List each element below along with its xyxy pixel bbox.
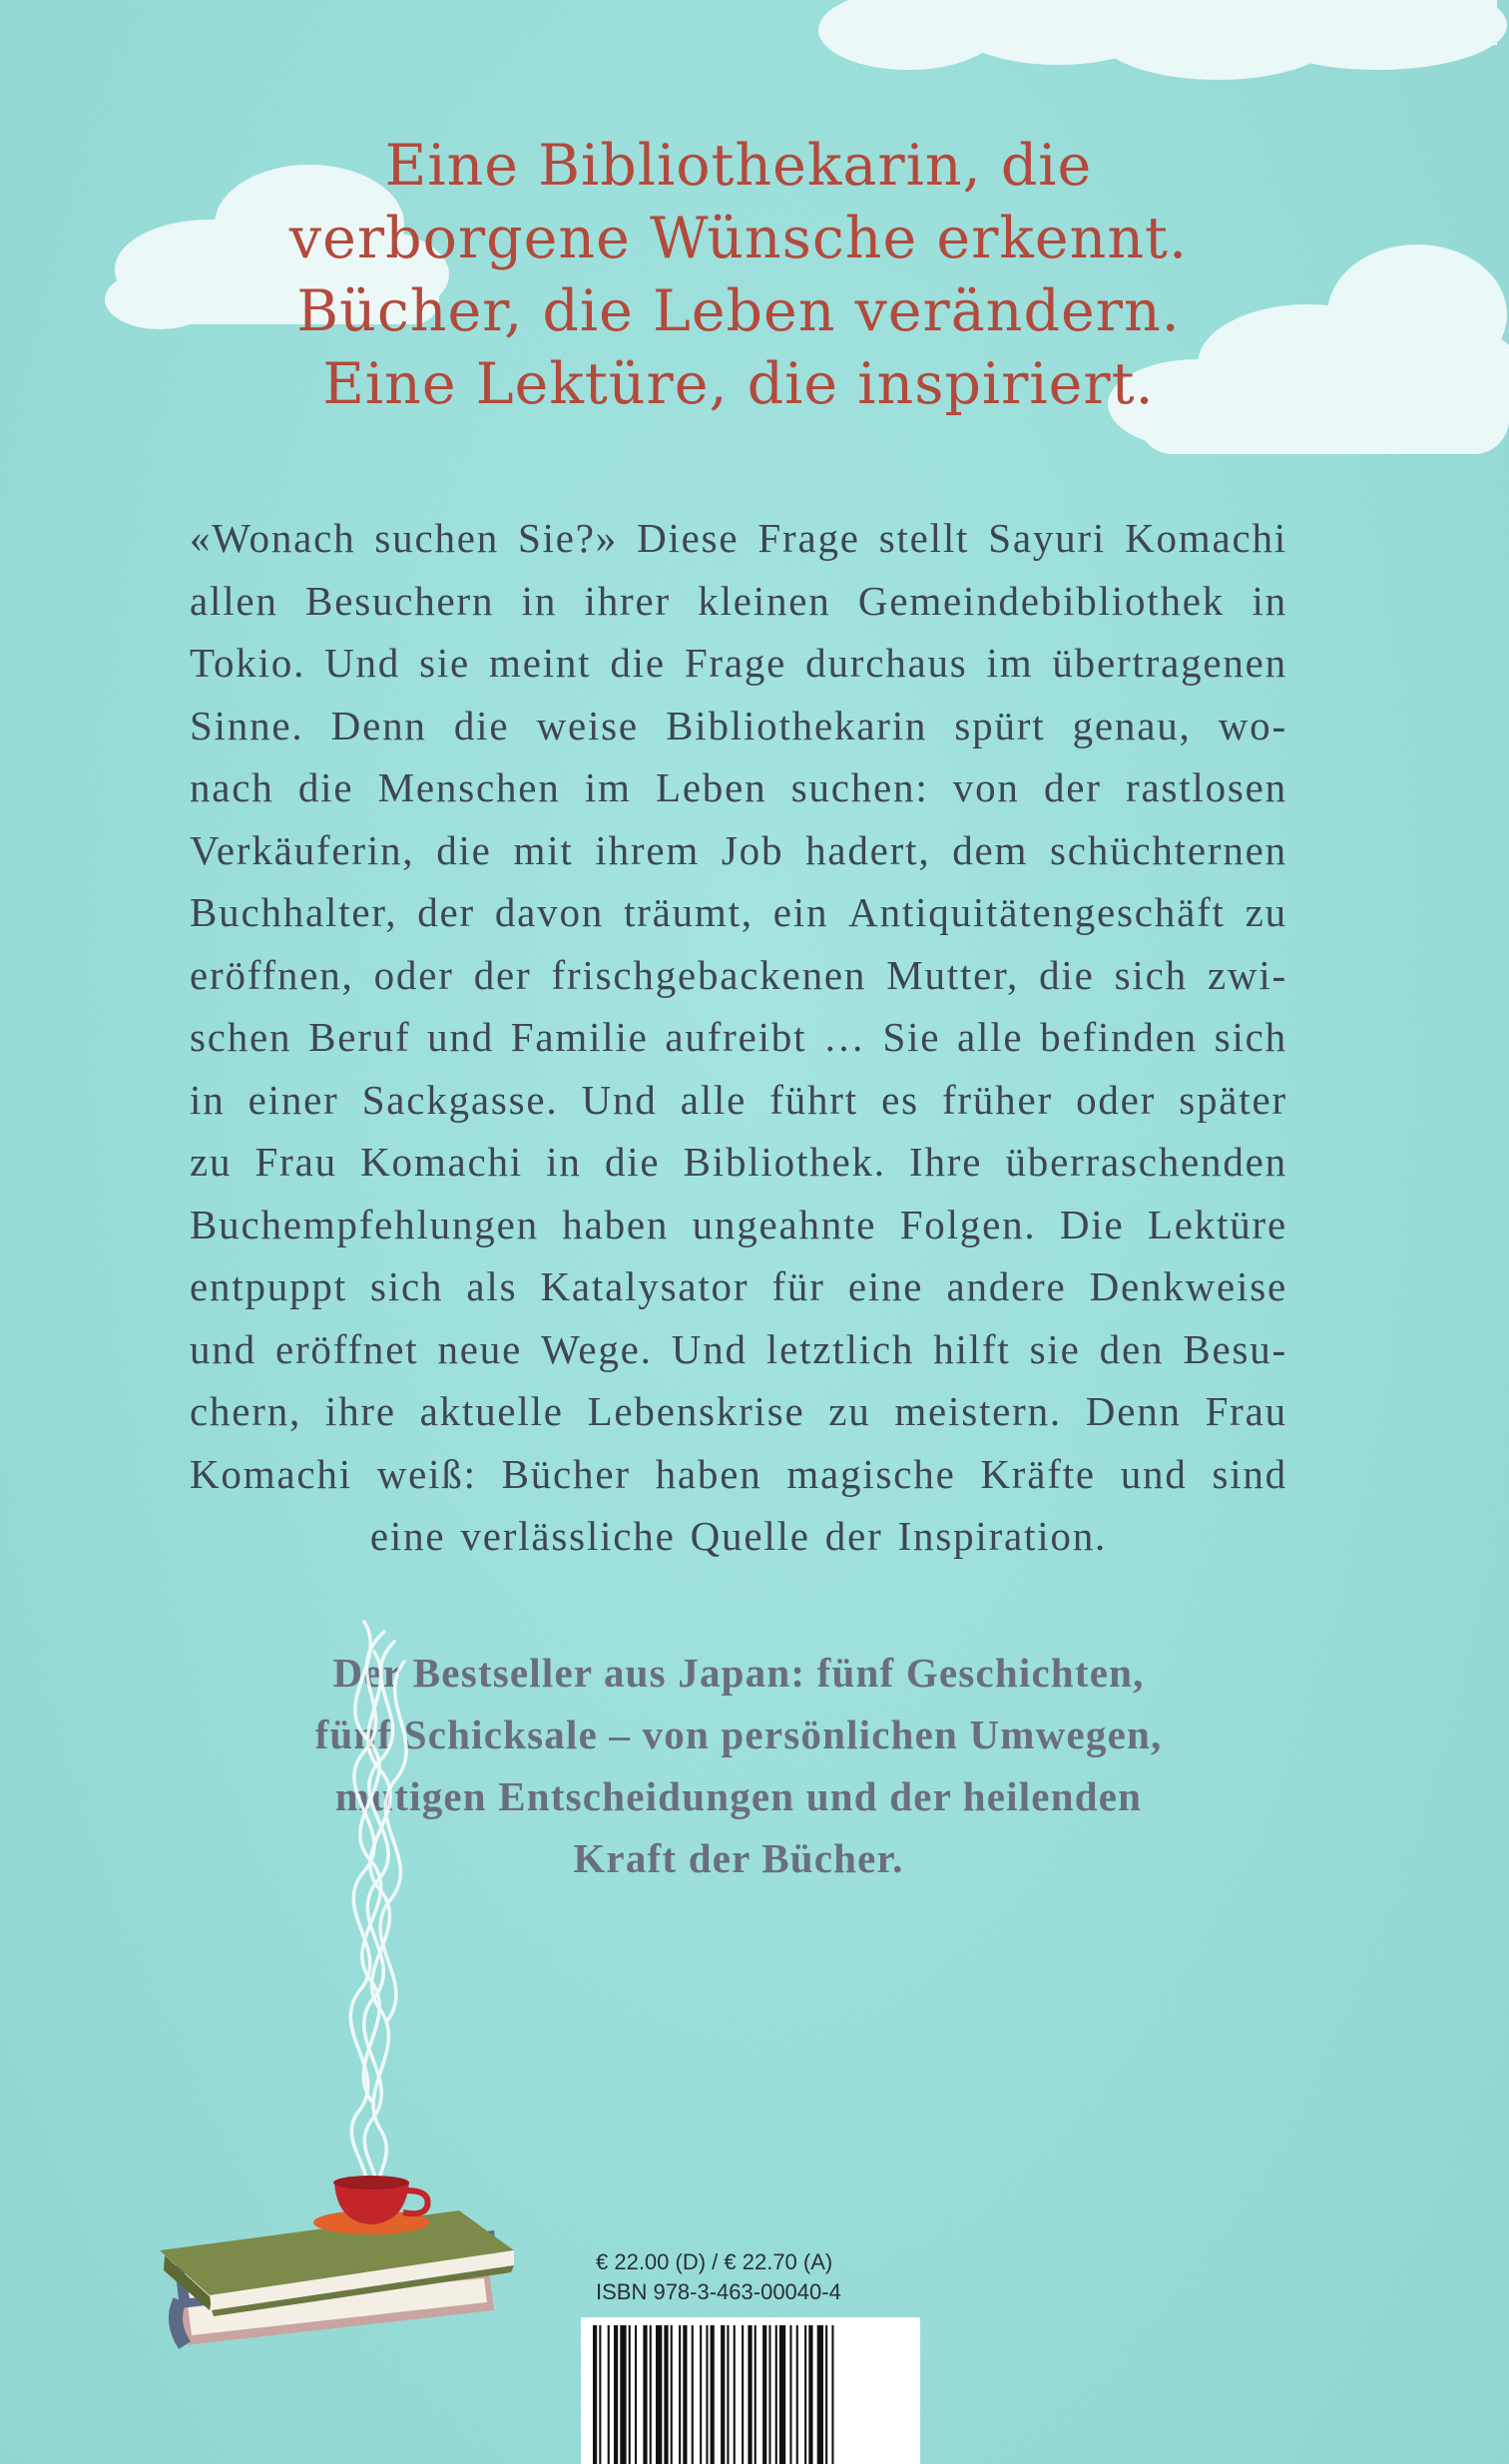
blurb-word: für	[771, 1263, 825, 1309]
blurb-word: letztlich	[765, 1325, 915, 1372]
blurb-word: Frau	[254, 1139, 337, 1185]
blurb-word: aktuelle	[419, 1388, 564, 1434]
barcode-bar	[711, 2325, 715, 2464]
barcode-bar	[754, 2325, 756, 2464]
barcode-bar	[599, 2325, 601, 2464]
barcode-bar	[635, 2325, 637, 2464]
bestseller-line: Der Bestseller aus Japan: fünf Geschichten,	[332, 1650, 1145, 1696]
barcode-bar	[808, 2325, 812, 2464]
blurb-word: sich	[1214, 1014, 1287, 1060]
barcode-bar	[734, 2325, 736, 2464]
blurb-word: hilft	[933, 1325, 1011, 1372]
blurb-word: Sie?»	[518, 515, 619, 561]
blurb-word: Und	[581, 1076, 658, 1123]
barcode-bar	[679, 2325, 681, 2464]
blurb-word: meistern.	[894, 1388, 1062, 1434]
barcode-bar	[825, 2325, 827, 2464]
blurb-word: ungeahnte	[692, 1201, 877, 1247]
blurb-word: schen	[190, 1014, 292, 1060]
blurb-word: Kräfte	[980, 1450, 1096, 1497]
blurb-word: die	[1039, 951, 1095, 998]
bestseller-line: Kraft der Bücher.	[573, 1835, 904, 1881]
blurb-line	[190, 819, 1287, 882]
barcode-icon	[581, 2317, 920, 2464]
blurb-word: mit	[513, 826, 574, 873]
blurb-word: von	[952, 764, 1020, 810]
blurb-word: suchen:	[790, 764, 929, 810]
blurb-word: der	[417, 889, 475, 935]
blurb-word: Antiquitätengeschäft	[848, 889, 1226, 935]
blurb-word: in	[1252, 577, 1287, 624]
blurb-line	[190, 1131, 1287, 1194]
barcode-bar	[796, 2325, 798, 2464]
blurb-word: Sinne.	[190, 702, 304, 748]
blurb-word: die	[297, 764, 354, 810]
blurb-word: Diese	[637, 515, 740, 561]
blurb-line	[190, 1443, 1287, 1506]
price-block	[596, 2247, 841, 2307]
blurb-word: den	[1099, 1325, 1165, 1372]
blurb-word: als	[466, 1263, 518, 1309]
blurb-word: befinden	[1040, 1014, 1198, 1060]
blurb-word: Komachi	[190, 1450, 352, 1497]
blurb-word: weiß:	[376, 1450, 477, 1497]
blurb-word: überraschenden	[1005, 1139, 1287, 1185]
blurb-word: Bibliothek.	[683, 1139, 886, 1185]
blurb-word: und	[1120, 1450, 1188, 1497]
blurb-word: es	[881, 1076, 919, 1123]
blurb-word: weise	[536, 702, 639, 748]
blurb-word: Denn	[1085, 1388, 1182, 1434]
blurb-word: die	[610, 640, 666, 686]
barcode-bar	[748, 2325, 752, 2464]
blurb-word: andere	[946, 1263, 1067, 1309]
blurb-word: Lebenskrise	[587, 1388, 805, 1434]
barcode-bar	[650, 2325, 652, 2464]
blurb-word: schüchternen	[1050, 826, 1287, 873]
blurb-word: im	[584, 764, 632, 810]
blurb-word: in	[546, 1139, 582, 1185]
barcode-bar	[789, 2325, 791, 2464]
blurb-word: Buchempfehlungen	[190, 1201, 539, 1247]
blurb-text	[190, 507, 1287, 1568]
barcode-bar	[727, 2325, 729, 2464]
blurb-word: hadert,	[805, 826, 931, 873]
barcode-bar	[817, 2325, 823, 2464]
blurb-word: Verkäuferin,	[190, 826, 415, 873]
blurb-word: Beruf	[308, 1014, 411, 1060]
blurb-word: oder	[373, 951, 454, 998]
blurb-line	[190, 695, 1287, 757]
blurb-line	[190, 1069, 1287, 1132]
barcode-bar	[775, 2325, 777, 2464]
blurb-word: Ihre	[909, 1139, 983, 1185]
blurb-line	[190, 570, 1287, 633]
blurb-word: Folgen.	[899, 1201, 1037, 1247]
blurb-word: träumt,	[623, 889, 754, 935]
blurb-word: sich	[1114, 951, 1188, 998]
blurb-word: Besuchern	[305, 577, 495, 624]
blurb-word: aufreibt	[665, 1014, 807, 1060]
blurb-word: durchaus	[805, 640, 968, 686]
blurb-word: Besu-	[1183, 1325, 1287, 1372]
barcode-bar	[762, 2325, 766, 2464]
cloud-top-right-icon	[818, 0, 1509, 120]
blurb-word: übertragenen	[1052, 640, 1287, 686]
barcode-bar	[831, 2325, 833, 2464]
blurb-word: spürt	[954, 702, 1046, 748]
blurb-word: Frau	[1205, 1388, 1287, 1434]
blurb-word: nach	[190, 764, 274, 810]
barcode-bar	[614, 2325, 618, 2464]
blurb-word: Job	[721, 826, 784, 873]
isbn-text: ISBN 978-3-463-00040-4	[596, 2279, 841, 2304]
blurb-word: Komachi	[360, 1139, 523, 1185]
blurb-word: eröffnet	[274, 1325, 419, 1372]
barcode-bar	[620, 2325, 626, 2464]
blurb-word: zu	[190, 1139, 233, 1185]
blurb-word: Denn	[330, 702, 427, 748]
blurb-word: Menschen	[377, 764, 561, 810]
blurb-word: einer	[248, 1076, 339, 1123]
blurb-word: die	[436, 826, 492, 873]
blurb-line	[190, 944, 1287, 1007]
blurb-word: Buchhalter,	[190, 889, 398, 935]
blurb-word: Tokio.	[190, 640, 306, 686]
blurb-word: ihre	[324, 1388, 396, 1434]
tagline-line: Eine Lektüre, die inspiriert.	[322, 351, 1155, 417]
blurb-word: später	[1179, 1076, 1287, 1123]
blurb-word: sind	[1212, 1450, 1287, 1497]
blurb-word: eine	[847, 1263, 924, 1309]
blurb-word: Familie	[510, 1014, 649, 1060]
blurb-word: frischgebackenen	[551, 951, 867, 998]
blurb-word: sie	[1029, 1325, 1081, 1372]
tagline-line: verborgene Wünsche erkennt.	[288, 206, 1189, 271]
blurb-word: eröffnen,	[190, 951, 354, 998]
blurb-word: ihrer	[584, 577, 671, 624]
blurb-word: entpuppt	[190, 1263, 347, 1309]
blurb-line	[190, 1380, 1287, 1443]
blurb-word: in	[521, 577, 558, 624]
blurb-word: neue	[437, 1325, 523, 1372]
barcode-bar	[656, 2325, 662, 2464]
blurb-word: ein	[772, 889, 829, 935]
bestseller-line: fünf Schicksale – von persönlichen Umwegen,	[314, 1712, 1163, 1757]
blurb-word: Sayuri	[988, 515, 1107, 561]
blurb-line	[190, 1318, 1287, 1381]
barcode-bar	[706, 2325, 708, 2464]
barcode-bar	[664, 2325, 668, 2464]
blurb-line	[190, 1255, 1287, 1318]
blurb-word: Katalysator	[540, 1263, 750, 1309]
barcode-bar	[779, 2325, 785, 2464]
blurb-word: zu	[828, 1388, 871, 1434]
barcode-bar	[671, 2325, 673, 2464]
blurb-word: genau,	[1072, 702, 1192, 748]
blurb-word: sie	[419, 640, 471, 686]
barcode-bar	[629, 2325, 631, 2464]
blurb-word: haben	[655, 1450, 762, 1497]
blurb-word: haben	[562, 1201, 670, 1247]
bestseller-line: mutigen Entscheidungen und der heilenden	[334, 1773, 1143, 1819]
blurb-word: oder	[1076, 1076, 1157, 1123]
blurb-word: Sackgasse.	[361, 1076, 559, 1123]
books-with-teacup-icon	[150, 1612, 549, 2370]
blurb-word: Bibliothekarin	[666, 702, 928, 748]
blurb-word: meint	[489, 640, 592, 686]
blurb-word: Die	[1059, 1201, 1125, 1247]
blurb-line	[190, 881, 1287, 944]
blurb-word: Mutter,	[886, 951, 1020, 998]
blurb-word: wo-	[1218, 702, 1287, 748]
blurb-word: kleinen	[698, 577, 831, 624]
blurb-word: und	[190, 1325, 256, 1372]
barcode-bar	[721, 2325, 725, 2464]
barcode-bar	[643, 2325, 647, 2464]
blurb-line	[190, 756, 1287, 819]
blurb-line	[190, 1194, 1287, 1256]
blurb-word: alle	[680, 1076, 748, 1123]
blurb-word: …	[822, 1014, 866, 1060]
blurb-word: Denkweise	[1089, 1263, 1287, 1309]
tagline-line: Bücher, die Leben verändern.	[296, 278, 1181, 344]
barcode-bar	[700, 2325, 702, 2464]
barcode-bar	[742, 2325, 744, 2464]
blurb-word: der	[1043, 764, 1102, 810]
blurb-word: allen	[190, 577, 278, 624]
blurb-word: Gemeindebibliothek	[857, 577, 1226, 624]
barcode-bar	[608, 2325, 610, 2464]
price-text: € 22.00 (D) / € 22.70 (A)	[596, 2249, 833, 2274]
blurb-word: der	[473, 951, 532, 998]
barcode-bar	[804, 2325, 806, 2464]
blurb-word: davon	[494, 889, 605, 935]
blurb-line	[190, 507, 1287, 570]
blurb-word: zwi-	[1207, 951, 1287, 998]
blurb-word: Und	[671, 1325, 748, 1372]
blurb-word: die	[604, 1139, 661, 1185]
tagline-line: Eine Bibliothekarin, die	[384, 133, 1093, 199]
blurb-word: zu	[1245, 889, 1287, 935]
barcode-bar	[692, 2325, 694, 2464]
barcode-bar	[683, 2325, 687, 2464]
blurb-word: magische	[786, 1450, 956, 1497]
blurb-word: die	[453, 702, 510, 748]
blurb-word: Lektüre	[1147, 1201, 1287, 1247]
blurb-word: «Wonach	[190, 515, 356, 561]
barcode-bar	[593, 2325, 597, 2464]
barcode-bar	[768, 2325, 770, 2464]
blurb-word: im	[986, 640, 1034, 686]
blurb-word: Sie	[882, 1014, 941, 1060]
blurb-word: führt	[769, 1076, 858, 1123]
blurb-word: Komachi	[1125, 515, 1287, 561]
blurb-word: sich	[370, 1263, 444, 1309]
blurb-line	[190, 1006, 1287, 1069]
tagline	[200, 130, 1277, 421]
blurb-word: dem	[952, 826, 1029, 873]
blurb-word: stellt	[878, 515, 970, 561]
blurb-word: suchen	[374, 515, 500, 561]
blurb-word: rastlosen	[1126, 764, 1287, 810]
blurb-word: alle	[957, 1014, 1024, 1060]
blurb-word: Frage	[684, 640, 787, 686]
blurb-line	[190, 632, 1287, 695]
blurb-word: Frage	[757, 515, 860, 561]
blurb-word: chern,	[190, 1388, 302, 1434]
blurb-word: Wege.	[541, 1325, 653, 1372]
blurb-word: Bücher	[501, 1450, 631, 1497]
blurb-word: Und	[324, 640, 401, 686]
blurb-word: Leben	[655, 764, 767, 810]
blurb-word: ihrem	[595, 826, 701, 873]
blurb-word: früher	[941, 1076, 1053, 1123]
blurb-word: in	[190, 1076, 226, 1123]
blurb-line-last: eine verlässliche Quelle der Inspiration.	[369, 1513, 1108, 1559]
blurb-word: und	[427, 1014, 495, 1060]
